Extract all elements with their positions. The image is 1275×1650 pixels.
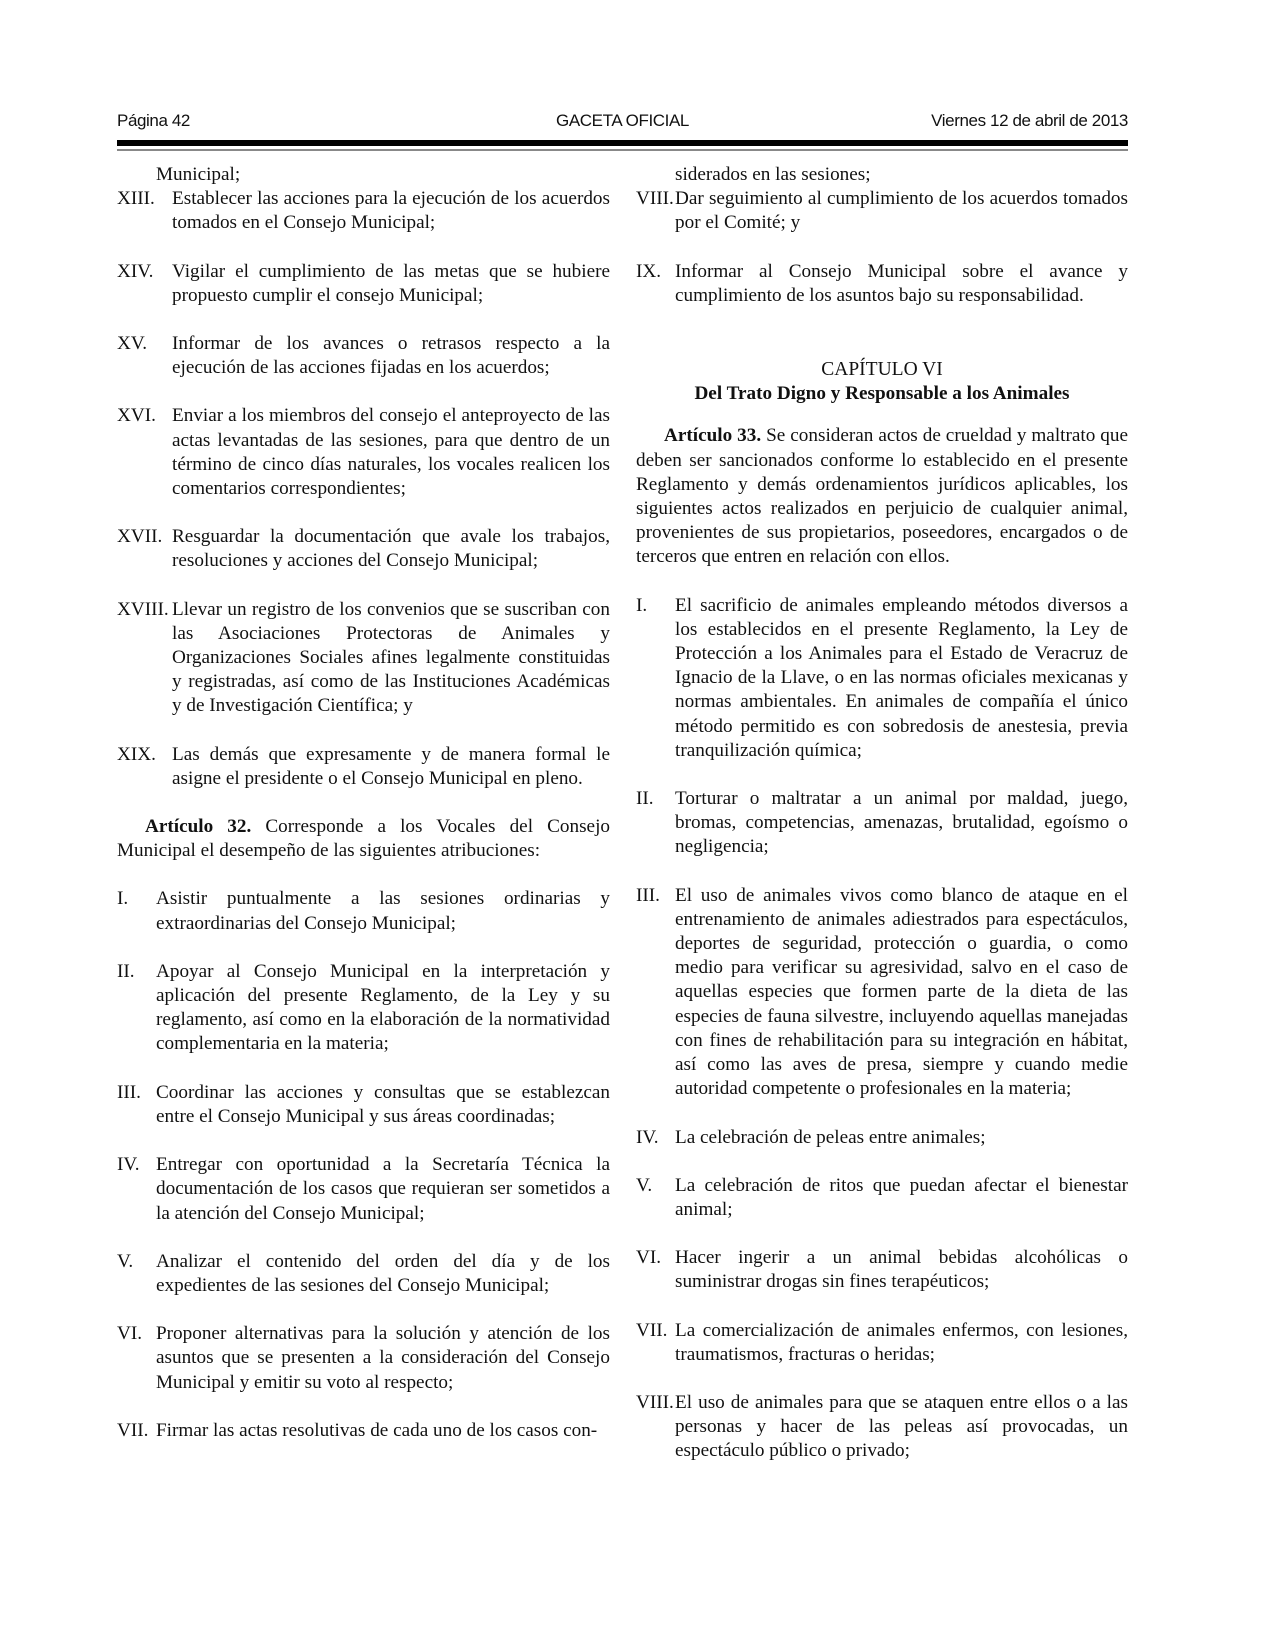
list-item — [117, 743, 610, 791]
list-item — [117, 1081, 610, 1129]
item-number: I. — [117, 888, 129, 910]
article-33 — [636, 424, 1128, 569]
article-text: Corresponde a los Vocales del Consejo Municipal el desempeño de las siguientes atribuciones: — [117, 816, 610, 862]
item-number: IV. — [117, 1154, 140, 1176]
left-column — [117, 163, 610, 1443]
item-number: XVII. — [117, 526, 163, 548]
chapter-title: CAPÍTULO VI — [821, 359, 943, 381]
header-rule-thin — [117, 149, 1128, 151]
publication-title: GACETA OFICIAL — [556, 111, 689, 130]
list-item — [636, 1391, 1128, 1464]
item-text: Enviar a los miembros del consejo el anteproyecto de las actas levantadas de las sesiones, para que dentro de un término de cinco días naturales, los vocales realicen los comentarios correspondientes; — [172, 405, 610, 500]
item-text: Vigilar el cumplimiento de las metas que se hubiere propuesto cumplir el consejo Municipal; — [172, 260, 610, 306]
item-text: Analizar el contenido del orden del día y de los expedientes de las sesiones del Consejo Municipal; — [156, 1250, 610, 1296]
list-item — [636, 1126, 1128, 1150]
article-label: Artículo 33. — [664, 425, 762, 447]
list-item — [636, 187, 1128, 235]
item-text: Dar seguimiento al cumplimiento de los acuerdos tomados por el Comité; y — [675, 188, 1128, 234]
list-item — [117, 598, 610, 719]
list-item — [636, 787, 1128, 860]
list-item — [636, 1319, 1128, 1367]
item-text: Entregar con oportunidad a la Secretaría Técnica la documentación de los casos que requieran ser sometidos a la atención del Consejo Municipal; — [156, 1154, 610, 1224]
item-text: Las demás que expresamente y de manera formal le asigne el presidente o el Consejo Municipal en pleno. — [172, 743, 610, 789]
item-text: El uso de animales vivos como blanco de ataque en el entrenamiento de animales adiestrados para espectáculos, deportes de seguridad, protección o guardia, o como medio para verificar su agresividad, salvo en el caso de aquellas especies que formen parte de la dieta de las especies de fauna silvestre, incluyendo aquellas manejadas con fines de rehabilitación para su integración en hábitat, así como las aves de presa, siempre y cuando medie autoridad competente o profesionales en la materia; — [675, 884, 1128, 1100]
item-number: VIII. — [636, 1391, 674, 1413]
item-text: El sacrificio de animales empleando métodos diversos a los establecidos en el presente Reglamento, la Ley de Protección a los Animales para el Estado de Veracruz de Ignacio de la Llave, o en las normas oficiales mexicanas y normas ambientales. En animales de compañía el único método permitido es con sobredosis de anestesia, previa tranquilización química; — [675, 594, 1128, 761]
item-number: XV. — [117, 333, 148, 355]
item-text: El uso de animales para que se ataquen entre ellos o a las personas y hacer de las peleas así provocadas, un espectáculo público o privado; — [675, 1391, 1128, 1462]
list-item — [117, 404, 610, 501]
list-item — [117, 187, 610, 235]
list-item — [117, 525, 610, 573]
item-number: XVIII. — [117, 598, 169, 620]
item-text: Torturar o maltratar a un animal por maldad, juego, bromas, competencias, amenazas, brutalidad, egoísmo o negligencia; — [675, 788, 1128, 858]
item-text: Llevar un registro de los convenios que se suscriban con las Asociaciones Protectoras de Animales y Organizaciones Sociales afines legalmente constituidas y registradas, así como de las Instituciones Académicas y de Investigación Científica; y — [172, 598, 610, 717]
item-text: Establecer las acciones para la ejecución de los acuerdos tomados en el Consejo Municipal; — [172, 188, 610, 234]
item-text: La comercialización de animales enfermos, con lesiones, traumatismos, fracturas o heridas; — [675, 1319, 1128, 1365]
item-text: Informar al Consejo Municipal sobre el avance y cumplimiento de los asuntos bajo su responsabilidad. — [675, 260, 1128, 306]
item-text: La celebración de ritos que puedan afectar el bienestar animal; — [675, 1174, 1128, 1220]
right-column — [636, 163, 1128, 1464]
item-text: Coordinar las acciones y consultas que se establezcan entre el Consejo Municipal y sus áreas coordinadas; — [156, 1081, 610, 1127]
item-number: XVI. — [117, 405, 156, 427]
list-item — [117, 960, 610, 1057]
item-number: VIII. — [636, 188, 674, 210]
list-item — [117, 260, 610, 308]
item-number: V. — [117, 1250, 134, 1272]
list-item — [636, 1174, 1128, 1222]
page-header — [117, 108, 1128, 132]
article-label: Artículo 32. — [145, 816, 252, 838]
item-number: V. — [636, 1174, 653, 1196]
list-item — [117, 1153, 610, 1226]
article-32 — [117, 815, 610, 863]
list-item — [117, 1250, 610, 1298]
list-item — [636, 260, 1128, 308]
item-number: XIX. — [117, 743, 156, 765]
item-number: III. — [636, 884, 660, 906]
item-number: VI. — [117, 1323, 143, 1345]
item-number: IV. — [636, 1126, 659, 1148]
item-number: VII. — [117, 1419, 149, 1441]
item-text: Informar de los avances o retrasos respecto a la ejecución de las acciones fijadas en los acuerdos; — [172, 333, 610, 379]
item-number: I. — [636, 594, 648, 616]
item-number: VII. — [636, 1319, 668, 1341]
item-number: II. — [117, 960, 135, 982]
list-item — [117, 1419, 610, 1443]
item-text: Resguardar la documentación que avale los trabajos, resoluciones y acciones del Consejo Municipal; — [172, 526, 610, 572]
list-item — [117, 332, 610, 380]
publication-date: Viernes 12 de abril de 2013 — [931, 111, 1128, 130]
item-text: Hacer ingerir a un animal bebidas alcohólicas o suministrar drogas sin fines terapéuticos; — [675, 1247, 1128, 1293]
continuation-text: siderados en las sesiones; — [675, 164, 871, 185]
item-number: II. — [636, 788, 654, 810]
item-text: Firmar las actas resolutivas de cada uno de los casos con- — [156, 1419, 598, 1441]
item-number: VI. — [636, 1247, 662, 1269]
header-rule-thick — [117, 140, 1128, 146]
chapter-subtitle: Del Trato Digno y Responsable a los Animales — [694, 383, 1070, 405]
item-number: XIII. — [117, 188, 155, 210]
list-item — [636, 594, 1128, 763]
item-number: IX. — [636, 260, 662, 282]
list-item — [636, 1246, 1128, 1294]
page-number: Página 42 — [117, 111, 190, 130]
item-text: La celebración de peleas entre animales; — [675, 1126, 986, 1148]
item-number: III. — [117, 1081, 141, 1103]
article-text: Se consideran actos de crueldad y maltrato que deben ser sancionados conforme lo establecido en el presente Reglamento y demás ordenamientos jurídicos aplicables, los siguientes actos realizados en perjuicio de cualquier animal, provenientes de sus propietarios, poseedores, encargados o de terceros que entren en relación con ellos. — [636, 425, 1128, 568]
item-text: Apoyar al Consejo Municipal en la interpretación y aplicación del presente Reglamento, de la Ley y su reglamento, así como en la elaboración de la normatividad complementaria en la materia; — [156, 960, 610, 1055]
item-number: XIV. — [117, 260, 154, 282]
continuation-text: Municipal; — [156, 164, 241, 185]
list-item — [636, 884, 1128, 1102]
list-item — [117, 887, 610, 935]
list-item — [117, 1322, 610, 1395]
item-text: Asistir puntualmente a las sesiones ordinarias y extraordinarias del Consejo Municipal; — [156, 888, 610, 934]
item-text: Proponer alternativas para la solución y atención de los asuntos que se presenten a la consideración del Consejo Municipal y emitir su voto al respecto; — [156, 1323, 610, 1393]
